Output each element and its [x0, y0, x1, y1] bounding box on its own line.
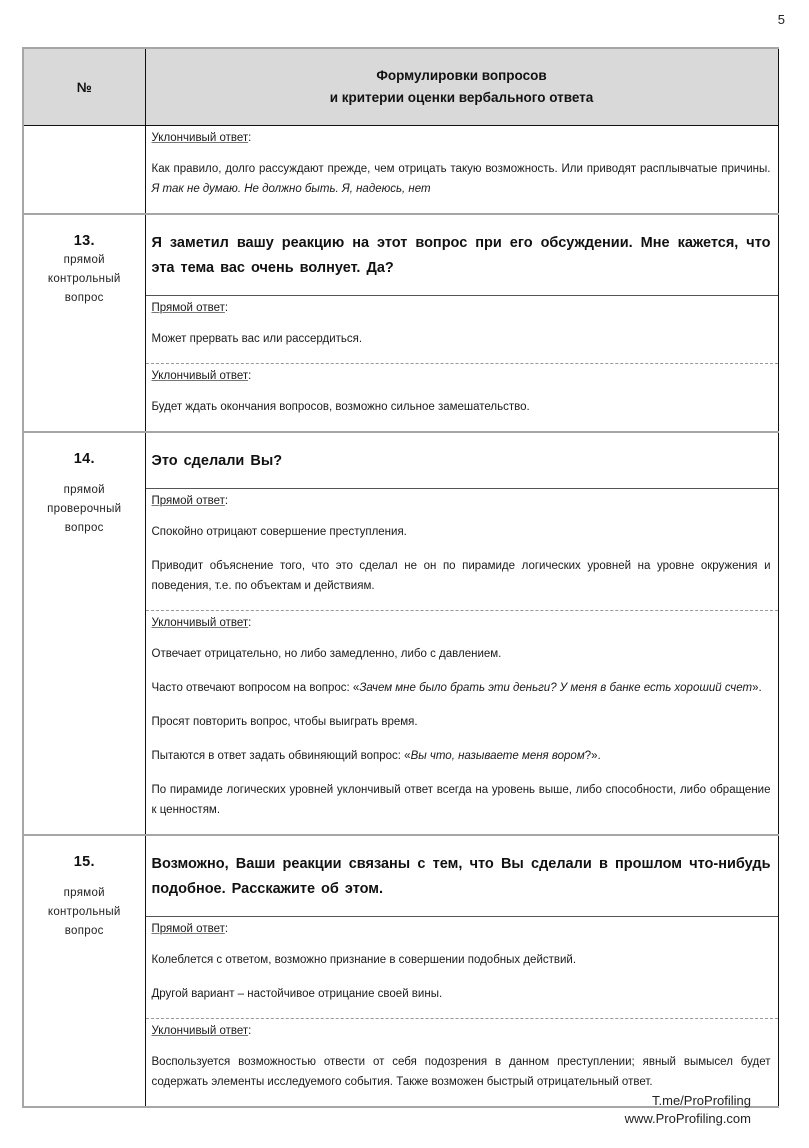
- question-type: вопрос: [64, 522, 104, 534]
- footer-telegram-link[interactable]: T.me/ProProfiling: [652, 1093, 751, 1108]
- direct-answer-section: Прямой ответ: Спокойно отрицают совершение преступления. Приводит объяснение того, что это сделал не он по пирамиде логических уровней на уровне окружения и поведения, т.е. по объектам и действиям.: [146, 489, 778, 610]
- answer-paragraph: Отвечает отрицательно, но либо замедленно, либо с давлением.: [151, 648, 502, 660]
- question-number: 13.: [73, 233, 95, 249]
- header-title: [145, 48, 778, 126]
- answer-paragraph: Может прервать вас или рассердиться.: [151, 333, 363, 345]
- direct-answer-label: Прямой ответ: [151, 923, 225, 935]
- answer-paragraph: Приводит объяснение того, что это сделал не он по пирамиде логических уровней на уровне окружения и поведения, т.е. по объектам и действиям.: [151, 560, 771, 592]
- answer-paragraph: По пирамиде логических уровней уклончивый ответ всегда на уровень выше, либо способности, либо обращение к ценностям.: [151, 784, 771, 816]
- table-row-question-14: [23, 432, 778, 835]
- question-type: прямой: [63, 484, 105, 496]
- answer-paragraph: Часто отвечают вопросом на вопрос: «Зачем мне было брать эти деньги? У меня в банке есть хороший счет».: [151, 682, 762, 694]
- evasive-answer-label: Уклончивый ответ: [151, 132, 249, 144]
- question-number: 14.: [73, 451, 95, 467]
- number-cell: [23, 835, 145, 1107]
- answer-paragraph: Воспользуется возможностью отвести от себя подозрения в данном преступлении; явный вымысел будет содержать элементы исследуемого события. Также возможен быстрый отрицательный ответ.: [151, 1056, 771, 1088]
- evasive-answer-label: Уклончивый ответ: [151, 370, 249, 382]
- question-text: Это сделали Вы?: [146, 433, 778, 489]
- number-cell: [23, 214, 145, 432]
- body-cell: [145, 214, 778, 432]
- question-number: 15.: [73, 854, 95, 870]
- answer-paragraph: Как правило, долго рассуждают прежде, чем отрицать такую возможность. Или приводят расплывчатые причины. Я так не думаю. Не должно быть. Я, надеюсь, нет: [151, 163, 771, 195]
- direct-answer-label: Прямой ответ: [151, 302, 225, 314]
- question-type: проверочный: [47, 503, 122, 515]
- question-type: вопрос: [64, 292, 104, 304]
- question-type: вопрос: [64, 925, 104, 937]
- evasive-answer-label: Уклончивый ответ: [151, 617, 249, 629]
- direct-answer-section: Прямой ответ: Может прервать вас или рассердиться.: [146, 296, 778, 363]
- direct-answer-label: Прямой ответ: [151, 495, 225, 507]
- table-row-question-15: [23, 835, 778, 1107]
- question-type: прямой: [63, 887, 105, 899]
- answer-paragraph: Другой вариант – настойчивое отрицание своей вины.: [151, 988, 443, 1000]
- footer-website-link[interactable]: www.ProProfiling.com: [624, 1111, 751, 1126]
- header-number: №: [23, 48, 145, 126]
- table-row-continuation: [23, 126, 778, 215]
- header-title-line1: Формулировки вопросов: [376, 68, 547, 83]
- evasive-answer-section: Уклончивый ответ: Воспользуется возможностью отвести от себя подозрения в данном преступлении; явный вымысел будет содержать элементы исследуемого события. Также возможен быстрый отрицательный ответ.: [146, 1018, 778, 1106]
- number-cell: [23, 432, 145, 835]
- answer-paragraph: Будет ждать окончания вопросов, возможно сильное замешательство.: [151, 401, 530, 413]
- body-cell: [145, 126, 778, 215]
- question-type: прямой: [63, 254, 105, 266]
- direct-answer-section: Прямой ответ: Колеблется с ответом, возможно признание в совершении подобных действий. Другой вариант – настойчивое отрицание своей вины.: [146, 917, 778, 1018]
- answer-paragraph: Спокойно отрицают совершение преступления.: [151, 526, 407, 538]
- number-cell: [23, 126, 145, 215]
- footer: [625, 1092, 751, 1128]
- table-header-row: [23, 48, 778, 126]
- answer-paragraph: Колеблется с ответом, возможно признание в совершении подобных действий.: [151, 954, 577, 966]
- evasive-answer-label: Уклончивый ответ: [151, 1025, 249, 1037]
- evasive-answer-section: Уклончивый ответ: Как правило, долго рассуждают прежде, чем отрицать такую возможность. Или приводят расплывчатые причины. Я так не думаю. Не должно быть. Я, надеюсь, нет: [146, 126, 778, 213]
- body-cell: [145, 835, 778, 1107]
- evasive-answer-section: Уклончивый ответ: Будет ждать окончания вопросов, возможно сильное замешательство.: [146, 363, 778, 431]
- questions-table: [22, 47, 779, 1108]
- question-text: Возможно, Ваши реакции связаны с тем, что Вы сделали в прошлом что-нибудь подобное. Расскажите об этом.: [146, 836, 778, 917]
- evasive-answer-section: Уклончивый ответ: Отвечает отрицательно, но либо замедленно, либо с давлением. Часто отвечают вопросом на вопрос: «Зачем мне было брать эти деньги? У меня в банке есть хороший счет». Просят повторить вопрос, чтобы выиграть время. Пытаются в ответ задать обвиняющий вопрос: «Вы что, называете меня вором?». По пирамиде логических уровней уклончивый ответ всегда на уровень выше, либо способности, либо обращение к ценностям.: [146, 610, 778, 834]
- question-text: Я заметил вашу реакцию на этот вопрос при его обсуждении. Мне кажется, что эта тема вас очень волнует. Да?: [146, 215, 778, 296]
- header-title-line2: и критерии оценки вербального ответа: [329, 90, 594, 105]
- question-type: контрольный: [47, 906, 121, 918]
- question-type: контрольный: [47, 273, 121, 285]
- table-row-question-13: [23, 214, 778, 432]
- body-cell: [145, 432, 778, 835]
- page-number: 5: [777, 12, 785, 27]
- answer-paragraph: Просят повторить вопрос, чтобы выиграть время.: [151, 716, 418, 728]
- answer-paragraph: Пытаются в ответ задать обвиняющий вопрос: «Вы что, называете меня вором?».: [151, 750, 601, 762]
